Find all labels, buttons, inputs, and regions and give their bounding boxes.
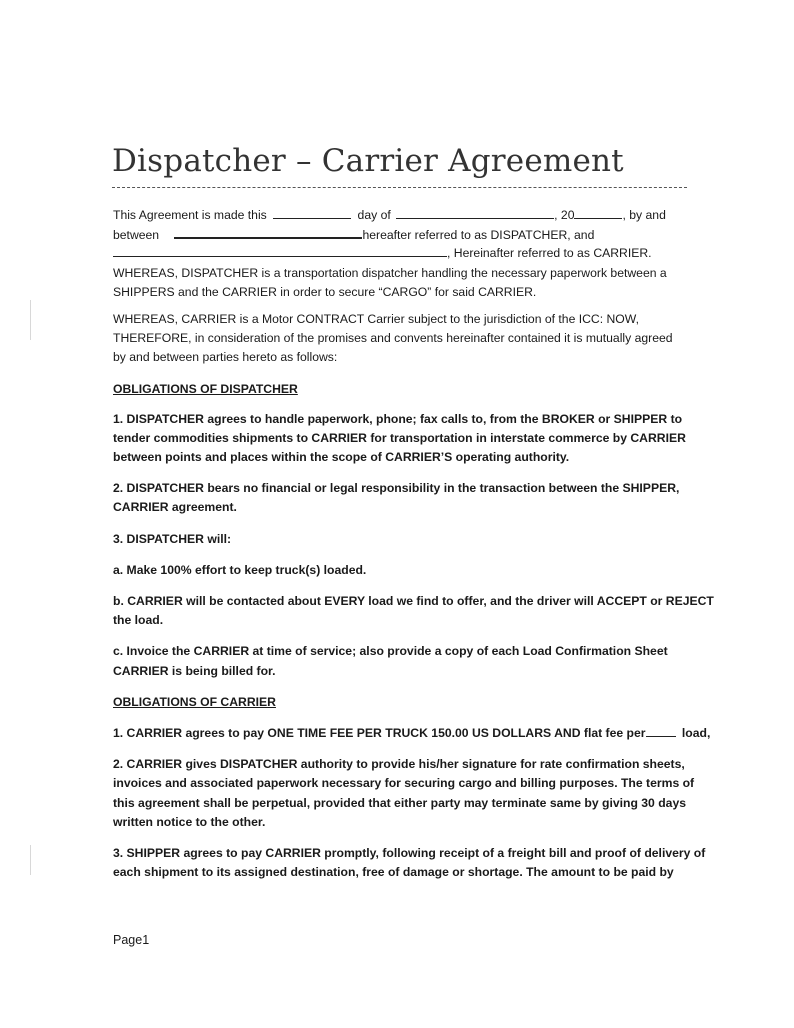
intro-line xyxy=(113,206,683,225)
month-blank[interactable] xyxy=(396,206,554,219)
text-line: a. Make 100% effort to keep truck(s) loaded. xyxy=(113,562,367,577)
text-line: this agreement shall be perpetual, provided that either party may terminate same by giving 30 days xyxy=(113,795,686,810)
whereas-paragraph xyxy=(113,310,683,368)
dispatcher-obligations-heading: OBLIGATIONS OF DISPATCHER xyxy=(113,381,298,396)
scan-edge-mark xyxy=(30,845,31,875)
clause-text: load, xyxy=(681,725,711,740)
intro-text: day of xyxy=(357,208,391,222)
text-line: invoices and associated paperwork necessary for securing cargo and billing purposes. The terms of xyxy=(113,776,695,791)
intro-text: , 20 xyxy=(554,208,575,222)
document-title: Dispatcher – Carrier Agreement xyxy=(112,143,624,179)
dispatcher-clause-2 xyxy=(113,479,683,517)
dispatcher-clause-3c xyxy=(113,642,683,680)
text-line: 2. CARRIER gives DISPATCHER authority to provide his/her signature for rate confirmation sheets, xyxy=(113,757,685,772)
text-line: THEREFORE, in consideration of the promises and convents hereinafter contained it is mutually agreed xyxy=(113,331,673,346)
text-line: written notice to the other. xyxy=(113,814,266,829)
page-number: Page1 xyxy=(113,933,150,947)
title-divider xyxy=(112,187,687,188)
text-line: tender commodities shipments to CARRIER for transportation in interstate commerce by CARRIER xyxy=(113,430,686,445)
text-line: 2. DISPATCHER bears no financial or legal responsibility in the transaction between the SHIPPER, xyxy=(113,481,680,496)
text-line: by and between parties hereto as follows: xyxy=(113,350,338,365)
carrier-clause-1 xyxy=(113,724,711,743)
carrier-obligations-heading: OBLIGATIONS OF CARRIER xyxy=(113,694,276,709)
text-line: b. CARRIER will be contacted about EVERY load we find to offer, and the driver will ACCEPT or REJECT xyxy=(113,594,714,609)
text-line: c. Invoice the CARRIER at time of service; also provide a copy of each Load Confirmation Sheet xyxy=(113,644,668,659)
text-line: WHEREAS, CARRIER is a Motor CONTRACT Carrier subject to the jurisdiction of the ICC: NOW, xyxy=(113,311,639,326)
agreement-body xyxy=(113,206,714,892)
dispatcher-clause-3a xyxy=(113,561,683,580)
day-blank[interactable] xyxy=(273,206,351,219)
text-line: CARRIER is being billed for. xyxy=(113,663,276,678)
intro-line: WHEREAS, DISPATCHER is a transportation dispatcher handling the necessary paperwork between a xyxy=(113,265,667,280)
carrier-clause-3 xyxy=(113,844,706,882)
text-line xyxy=(113,724,711,743)
carrier-clause-2 xyxy=(113,755,695,832)
intro-line: SHIPPERS and the CARRIER in order to secure “CARGO” for said CARRIER. xyxy=(113,284,537,299)
intro-text: , Hereinafter referred to as CARRIER. xyxy=(447,246,652,261)
text-line: each shipment to its assigned destination, free of damage or shortage. The amount to be paid by xyxy=(113,865,674,880)
text-line: 3. SHIPPER agrees to pay CARRIER promptly, following receipt of a freight bill and proof of delivery of xyxy=(113,845,706,860)
dispatcher-clause-1 xyxy=(113,410,686,468)
intro-text: between xyxy=(113,228,160,243)
intro-line xyxy=(113,225,683,244)
clause-text: 1. CARRIER agrees to pay ONE TIME FEE PER TRUCK 150.00 US DOLLARS AND flat fee per xyxy=(113,725,646,740)
text-line: 1. DISPATCHER agrees to handle paperwork, phone; fax calls to, from the BROKER or SHIPPER to xyxy=(113,411,683,426)
intro-text: hereafter referred to as DISPATCHER, and xyxy=(362,228,595,243)
scan-edge-mark xyxy=(30,300,31,340)
intro-text: , by and xyxy=(622,208,666,222)
dispatcher-clause-3b xyxy=(113,592,714,630)
year-blank[interactable] xyxy=(574,206,622,219)
intro-paragraph xyxy=(113,206,683,302)
intro-line xyxy=(113,244,683,263)
carrier-name-blank[interactable] xyxy=(113,244,447,257)
text-line: the load. xyxy=(113,613,164,628)
intro-text: This Agreement is made this xyxy=(113,208,267,222)
text-line: CARRIER agreement. xyxy=(113,500,237,515)
text-line: 3. DISPATCHER will: xyxy=(113,531,232,546)
dispatcher-name-blank[interactable] xyxy=(174,225,362,239)
dispatcher-clause-3 xyxy=(113,530,683,549)
text-line: between points and places within the scope of CARRIER’S operating authority. xyxy=(113,450,570,465)
flat-fee-blank[interactable] xyxy=(646,724,676,737)
